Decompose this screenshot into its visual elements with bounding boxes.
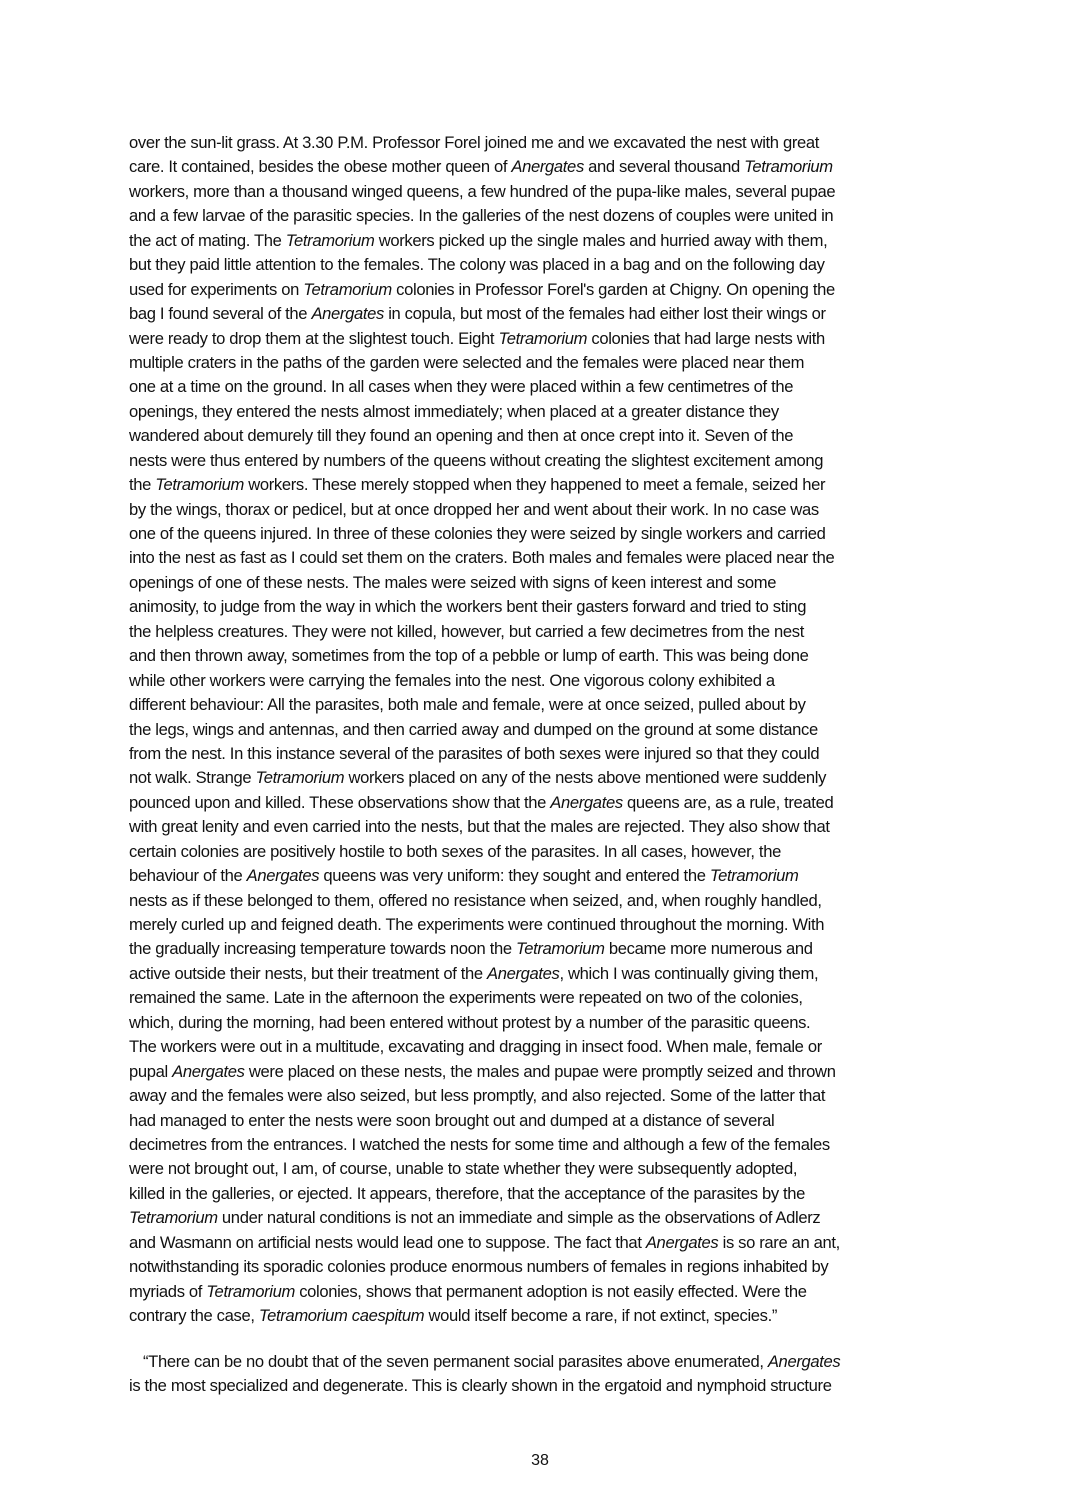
text-segment: and then thrown away, sometimes from the top of a pebble or lump of earth. This was being done	[129, 646, 809, 666]
text-line	[129, 522, 969, 546]
italic-taxon-name: Tetramorium	[515, 939, 605, 959]
text-segment: had managed to enter the nests were soon brought out and dumped at a distance of several	[129, 1110, 775, 1130]
text-line	[129, 1011, 969, 1035]
text-line	[129, 791, 969, 815]
italic-taxon-name: Tetramorium	[744, 157, 833, 177]
text-line	[129, 1374, 969, 1398]
text-segment: queens are, as a rule, treated	[622, 792, 834, 812]
text-segment: pounced upon and killed. These observations show that the	[129, 792, 551, 812]
text-line	[129, 571, 969, 595]
page-number: 38	[531, 1452, 549, 1469]
text-line	[129, 742, 969, 766]
text-line	[129, 1280, 969, 1304]
text-line	[129, 937, 969, 961]
text-segment: queens was very uniform: they sought and entered the	[319, 866, 710, 886]
text-line	[129, 669, 969, 693]
italic-taxon-name: Anergates	[767, 1352, 841, 1371]
text-segment: workers placed on any of the nests above mentioned were suddenly	[344, 768, 827, 788]
italic-taxon-name: Anergates	[487, 963, 560, 983]
text-segment: over the sun-lit grass. At 3.30 P.M. Professor Forel joined me and we excavated the nest with great	[129, 133, 820, 152]
text-line	[129, 1182, 969, 1206]
text-line	[129, 1060, 969, 1084]
text-segment: animosity, to judge from the way in which the workers bent their gasters forward and tried to sting	[129, 597, 807, 617]
italic-taxon-name: Anergates	[172, 1061, 245, 1081]
text-line	[129, 351, 969, 375]
italic-taxon-name: Tetramorium caespitum	[258, 1306, 425, 1325]
text-line	[129, 449, 969, 473]
text-segment: would itself become a rare, if not extinct, species.”	[424, 1306, 778, 1325]
text-segment: in copula, but most of the females had either lost their wings or	[383, 304, 826, 324]
text-segment: , which I was continually giving them,	[559, 963, 819, 983]
text-line	[129, 1350, 969, 1374]
text-line	[129, 1304, 969, 1328]
italic-taxon-name: Tetramorium	[285, 230, 375, 250]
text-segment: is the most specialized and degenerate. This is clearly shown in the ergatoid and nymphoid structure	[129, 1376, 832, 1396]
text-segment: merely curled up and feigned death. The experiments were continued throughout the morning. With	[129, 915, 825, 934]
text-segment: the legs, wings and antennas, and then carried away and dumped on the ground at some distance	[129, 719, 818, 739]
text-line	[129, 131, 969, 155]
text-segment: myriads of	[129, 1281, 207, 1301]
text-segment: away and the females were also seized, but less promptly, and also rejected. Some of the latter that	[129, 1086, 826, 1106]
text-line	[129, 962, 969, 986]
text-segment: with great lenity and even carried into the nests, but that the males are rejected. They also show that	[129, 817, 830, 837]
text-line	[129, 375, 969, 399]
text-line	[129, 424, 969, 448]
text-line	[129, 1157, 969, 1181]
text-line	[129, 253, 969, 277]
text-line	[129, 473, 969, 497]
italic-taxon-name: Tetramorium	[303, 279, 392, 299]
text-segment: and several thousand	[583, 157, 745, 177]
text-segment: from the nest. In this instance several of the parasites of both sexes were injured so that they could	[129, 743, 820, 763]
text-segment: wandered about demurely till they found an opening and then at once crept into it. Seven of the	[129, 426, 794, 446]
text-line	[129, 1084, 969, 1108]
text-segment: certain colonies are positively hostile to both sexes of the parasites. In all cases, however, the	[129, 841, 781, 861]
text-segment: The workers were out in a multitude, excavating and dragging in insect food. When male, female or	[129, 1037, 822, 1057]
text-segment: multiple craters in the paths of the garden were selected and the females were placed near them	[129, 352, 805, 372]
text-segment: were not brought out, I am, of course, unable to state whether they were subsequently adopted,	[129, 1159, 798, 1179]
text-line	[129, 693, 969, 717]
text-line	[129, 1133, 969, 1157]
text-segment: used for experiments on	[129, 279, 304, 299]
text-line	[129, 1109, 969, 1133]
text-segment: decimetres from the entrances. I watched the nests for some time and although a few of the females	[129, 1134, 830, 1154]
text-segment: under natural conditions is not an immediate and simple as the observations of Adlerz	[217, 1208, 821, 1228]
text-line	[129, 986, 969, 1010]
italic-taxon-name: Anergates	[246, 866, 320, 886]
text-line	[129, 766, 969, 790]
text-line	[129, 889, 969, 913]
paragraph-quoted-observations	[129, 131, 969, 1328]
text-line	[129, 229, 969, 253]
text-segment: and Wasmann on artificial nests would lead one to suppose. The fact that	[129, 1232, 646, 1252]
italic-taxon-name: Tetramorium	[206, 1281, 295, 1301]
text-segment: the helpless creatures. They were not killed, however, but carried a few decimetres from the nest	[129, 621, 805, 641]
text-line	[129, 1035, 969, 1059]
text-line	[129, 1206, 969, 1230]
text-segment: active outside their nests, but their treatment of the	[129, 963, 487, 983]
paragraph-anergates-specialization	[129, 1350, 969, 1399]
text-segment: openings of one of these nests. The males were seized with signs of keen interest and some	[129, 572, 777, 592]
text-segment: the act of mating. The	[129, 230, 286, 250]
text-line	[129, 278, 969, 302]
italic-taxon-name: Anergates	[550, 792, 623, 812]
text-segment: which, during the morning, had been entered without protest by a number of the parasitic queens.	[129, 1012, 811, 1032]
text-segment: contrary the case,	[129, 1306, 259, 1325]
text-line	[129, 644, 969, 668]
text-segment: workers. These merely stopped when they happened to meet a female, seized her	[243, 475, 826, 495]
italic-taxon-name: Tetramorium	[498, 328, 588, 348]
text-segment: bag I found several of the	[129, 304, 312, 324]
italic-taxon-name: Anergates	[311, 304, 384, 324]
text-segment: became more numerous and	[604, 939, 813, 959]
text-segment: notwithstanding its sporadic colonies produce enormous numbers of females in regions inhabited by	[129, 1257, 829, 1277]
text-line	[129, 620, 969, 644]
text-segment: nests were thus entered by numbers of the queens without creating the slightest excitement among	[129, 450, 824, 470]
italic-taxon-name: Tetramorium	[709, 866, 799, 886]
text-line	[129, 864, 969, 888]
text-line	[129, 155, 969, 179]
text-segment: care. It contained, besides the obese mother queen of	[129, 157, 512, 177]
text-line	[129, 327, 969, 351]
text-line	[129, 546, 969, 570]
text-segment: colonies, shows that permanent adoption is not easily effected. Were the	[294, 1281, 807, 1301]
italic-taxon-name: Tetramorium	[155, 475, 244, 495]
text-line	[129, 913, 969, 937]
text-segment: the gradually increasing temperature towards noon the	[129, 939, 516, 959]
text-segment: is so rare an ant,	[718, 1232, 840, 1252]
text-line	[129, 1255, 969, 1279]
text-segment: nests as if these belonged to them, offered no resistance when seized, and, when roughly handled,	[129, 890, 822, 910]
italic-taxon-name: Anergates	[645, 1232, 719, 1252]
text-segment: killed in the galleries, or ejected. It appears, therefore, that the acceptance of the parasites by the	[129, 1183, 806, 1203]
text-segment: workers picked up the single males and hurried away with them,	[374, 230, 828, 250]
text-segment: into the nest as fast as I could set them on the craters. Both males and females were placed near the	[129, 548, 835, 568]
text-segment: behaviour of the	[129, 866, 247, 886]
text-line	[129, 498, 969, 522]
text-line	[129, 718, 969, 742]
italic-taxon-name: Tetramorium	[255, 768, 345, 788]
text-line	[129, 204, 969, 228]
text-segment: were placed on these nests, the males and pupae were promptly seized and thrown	[244, 1061, 836, 1081]
text-segment: one of the queens injured. In three of these colonies they were seized by single workers and carried	[129, 524, 826, 543]
text-line	[129, 595, 969, 619]
italic-taxon-name: Tetramorium	[129, 1208, 218, 1228]
text-segment: by the wings, thorax or pedicel, but at once dropped her and went about their work. In no case was	[129, 499, 819, 519]
text-line	[129, 180, 969, 204]
text-segment: but they paid little attention to the females. The colony was placed in a bag and on the following day	[129, 255, 825, 275]
text-segment: openings, they entered the nests almost immediately; when placed at a greater distance they	[129, 401, 779, 421]
text-segment: one at a time on the ground. In all cases when they were placed within a few centimetres of the	[129, 377, 794, 397]
text-segment: not walk. Strange	[129, 768, 256, 788]
text-segment: workers, more than a thousand winged queens, a few hundred of the pupa-like males, several pupae	[129, 181, 836, 201]
text-segment: remained the same. Late in the afternoon the experiments were repeated on two of the colonies,	[129, 988, 803, 1008]
italic-taxon-name: Anergates	[511, 157, 584, 177]
text-segment: “There can be no doubt that of the seven permanent social parasites above enumerated,	[143, 1352, 768, 1371]
text-segment: pupal	[129, 1061, 173, 1081]
text-segment: different behaviour: All the parasites, both male and female, were at once seized, pulled about by	[129, 695, 806, 715]
text-line	[129, 1231, 969, 1255]
text-segment: colonies that had large nests with	[587, 328, 825, 348]
text-line	[129, 302, 969, 326]
text-line	[129, 400, 969, 424]
text-segment: and a few larvae of the parasitic species. In the galleries of the nest dozens of couples were united in	[129, 206, 834, 226]
text-segment: while other workers were carrying the females into the nest. One vigorous colony exhibited a	[129, 670, 775, 690]
text-segment: colonies in Professor Forel's garden at Chigny. On opening the	[391, 279, 835, 299]
text-line	[129, 815, 969, 839]
text-line	[129, 840, 969, 864]
text-segment: were ready to drop them at the slightest touch. Eight	[129, 328, 499, 348]
text-segment: the	[129, 475, 156, 495]
